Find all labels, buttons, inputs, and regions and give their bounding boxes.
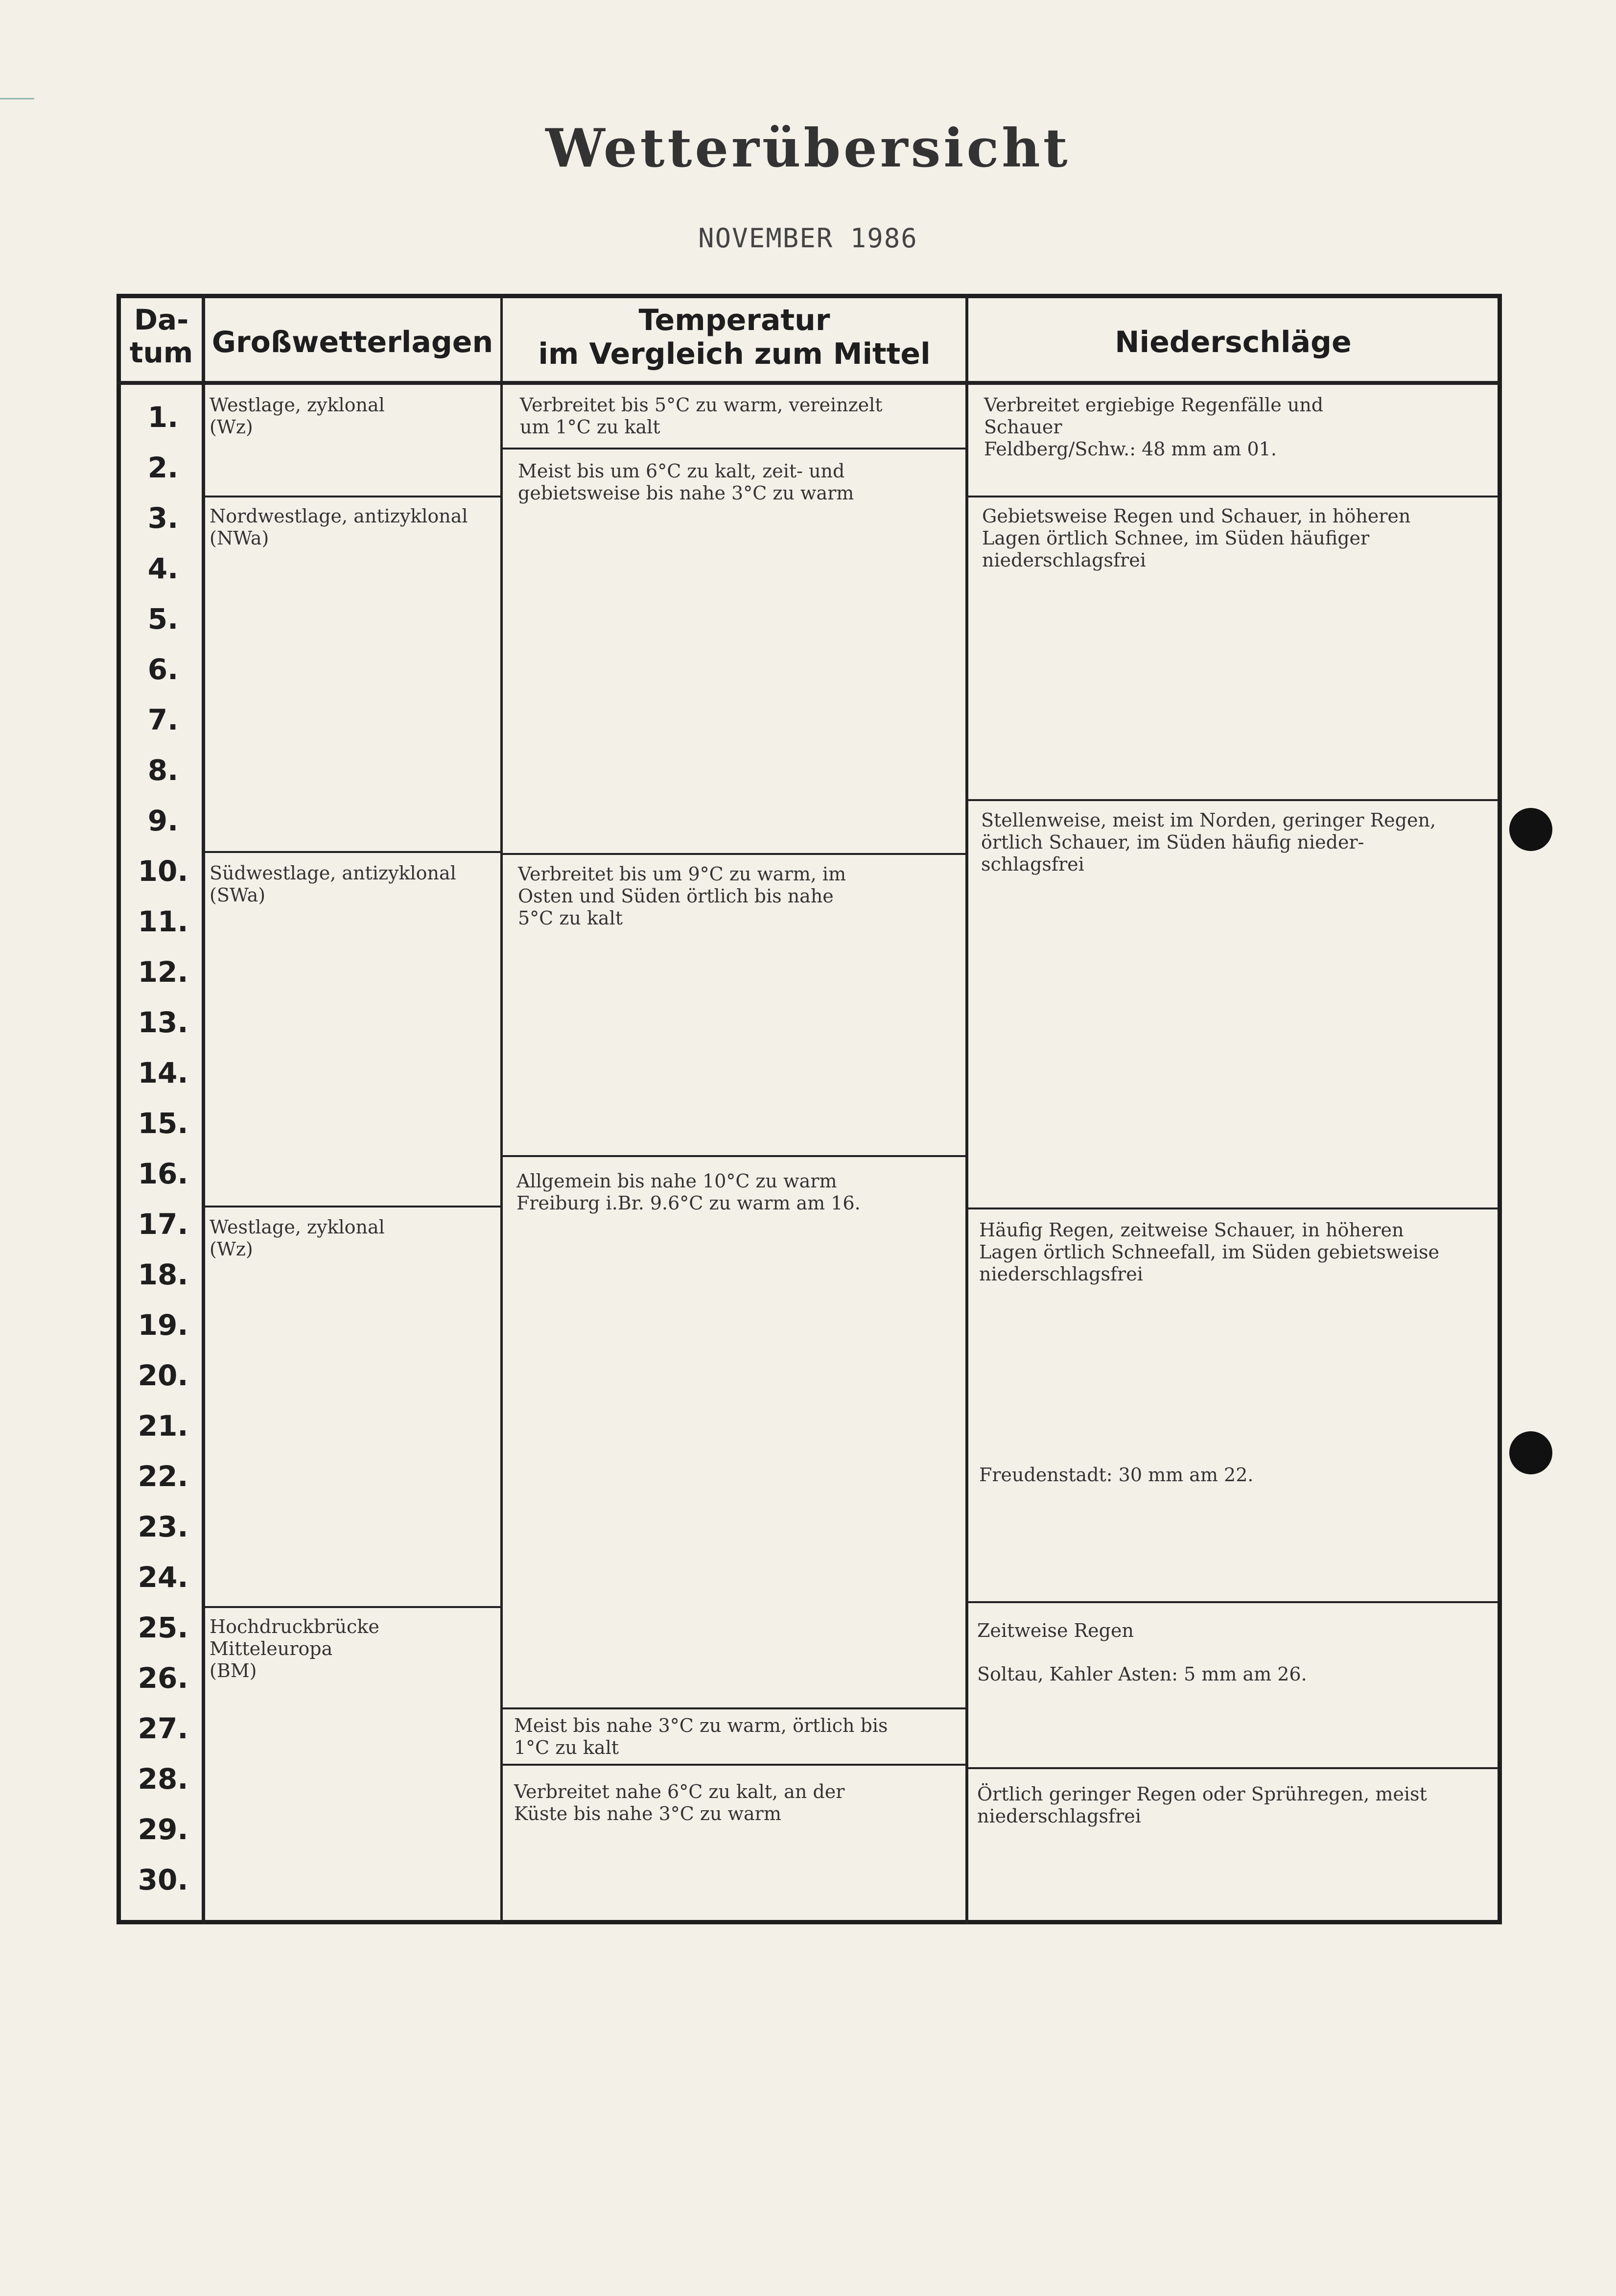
day-label: 5.: [147, 602, 179, 636]
day-label: 10.: [138, 854, 188, 888]
temperatur-entry: Verbreitet bis um 9°C zu warm, im Osten und Süden örtlich bis nahe 5°C zu kalt: [518, 863, 846, 929]
page-title: Wetterübersicht: [545, 118, 1071, 179]
wetterlage-entry: Westlage, zyklonal (Wz): [210, 394, 385, 438]
niederschlag-entry: Örtlich geringer Regen oder Sprühregen, meist niederschlagsfrei: [977, 1783, 1427, 1827]
column-divider-datum: [202, 294, 205, 1924]
niederschlag-entry: Häufig Regen, zeitweise Schauer, in höheren Lagen örtlich Schneefall, im Süden gebietsweise niederschlagsfrei: [979, 1219, 1439, 1285]
day-label: 29.: [138, 1813, 188, 1846]
day-label: 19.: [138, 1308, 188, 1342]
day-label: 25.: [138, 1611, 188, 1644]
wetterlage-entry: Südwestlage, antizyklonal (SWa): [210, 862, 456, 906]
header-divider: [117, 381, 1502, 385]
wetterlage-entry: Hochdruckbrücke Mitteleuropa (BM): [210, 1616, 379, 1681]
wetterlage-divider: [202, 851, 500, 853]
day-label: 27.: [138, 1712, 188, 1745]
day-label: 12.: [138, 955, 188, 989]
niederschlag-entry: Zeitweise Regen: [977, 1620, 1134, 1641]
day-label: 11.: [138, 905, 188, 938]
niederschlag-entry: Stellenweise, meist im Norden, geringer Regen, örtlich Schauer, im Süden häufig nieder- schlagsfrei: [981, 809, 1436, 875]
punch-hole: [1509, 808, 1552, 851]
day-label: 16.: [138, 1157, 188, 1190]
punch-hole: [1509, 1431, 1552, 1474]
wetterlage-entry: Westlage, zyklonal (Wz): [210, 1216, 385, 1260]
temperatur-entry: Allgemein bis nahe 10°C zu warm Freiburg i.Br. 9.6°C zu warm am 16.: [516, 1170, 861, 1214]
day-label: 28.: [138, 1762, 188, 1796]
day-label: 8.: [147, 754, 179, 787]
day-label: 24.: [138, 1561, 188, 1594]
day-label: 7.: [147, 703, 179, 736]
day-label: 14.: [138, 1056, 188, 1089]
temperatur-entry: Meist bis um 6°C zu kalt, zeit- und gebietsweise bis nahe 3°C zu warm: [518, 460, 854, 504]
day-label: 6.: [147, 653, 179, 686]
day-label: 1.: [147, 401, 179, 434]
day-label: 15.: [138, 1107, 188, 1140]
day-label: 23.: [138, 1510, 188, 1543]
day-label: 30.: [138, 1863, 188, 1896]
niederschlag-entry: Soltau, Kahler Asten: 5 mm am 26.: [977, 1663, 1307, 1685]
niederschlag-divider: [968, 496, 1498, 497]
temperatur-divider: [503, 1764, 965, 1766]
wetterlage-divider: [202, 496, 500, 497]
header-datum: Da- tum: [129, 303, 193, 369]
niederschlag-entry: Gebietsweise Regen und Schauer, in höheren Lagen örtlich Schnee, im Süden häufiger niederschlagsfrei: [982, 505, 1411, 571]
niederschlag-divider: [968, 1207, 1498, 1209]
wetterlage-divider: [202, 1206, 500, 1207]
day-label: 20.: [138, 1359, 188, 1392]
wetterlage-divider: [202, 1606, 500, 1608]
niederschlag-divider: [968, 1601, 1498, 1603]
niederschlag-divider: [968, 799, 1498, 801]
header-grosswetterlagen: Großwetterlagen: [211, 325, 493, 359]
temperatur-divider: [503, 853, 965, 855]
day-label: 22.: [138, 1460, 188, 1493]
day-label: 17.: [138, 1207, 188, 1241]
day-label: 21.: [138, 1409, 188, 1443]
day-label: 2.: [147, 451, 179, 484]
edge-mark: [0, 98, 34, 99]
niederschlag-entry: Verbreitet ergiebige Regenfälle und Schauer Feldberg/Schw.: 48 mm am 01.: [984, 394, 1324, 460]
column-divider-wetterlagen: [500, 294, 503, 1924]
header-temperatur: Temperatur im Vergleich zum Mittel: [538, 303, 931, 371]
day-label: 3.: [147, 501, 179, 535]
day-label: 4.: [147, 552, 179, 585]
day-label: 9.: [147, 804, 179, 837]
temperatur-entry: Meist bis nahe 3°C zu warm, örtlich bis 1°C zu kalt: [514, 1715, 888, 1758]
day-label: 18.: [138, 1258, 188, 1291]
day-label: 13.: [138, 1006, 188, 1039]
temperatur-entry: Verbreitet nahe 6°C zu kalt, an der Küste bis nahe 3°C zu warm: [514, 1781, 845, 1824]
niederschlag-divider: [968, 1767, 1498, 1769]
temperatur-divider: [503, 1707, 965, 1709]
day-label: 26.: [138, 1661, 188, 1695]
column-divider-temperatur: [965, 294, 968, 1924]
wetterlage-entry: Nordwestlage, antizyklonal (NWa): [210, 505, 468, 549]
header-niederschlaege: Niederschläge: [1115, 325, 1352, 359]
page-subtitle: NOVEMBER 1986: [698, 223, 918, 254]
temperatur-divider: [503, 1155, 965, 1157]
niederschlag-entry: Freudenstadt: 30 mm am 22.: [979, 1464, 1254, 1486]
temperatur-entry: Verbreitet bis 5°C zu warm, vereinzelt um 1°C zu kalt: [520, 394, 883, 438]
temperatur-divider: [503, 448, 965, 450]
